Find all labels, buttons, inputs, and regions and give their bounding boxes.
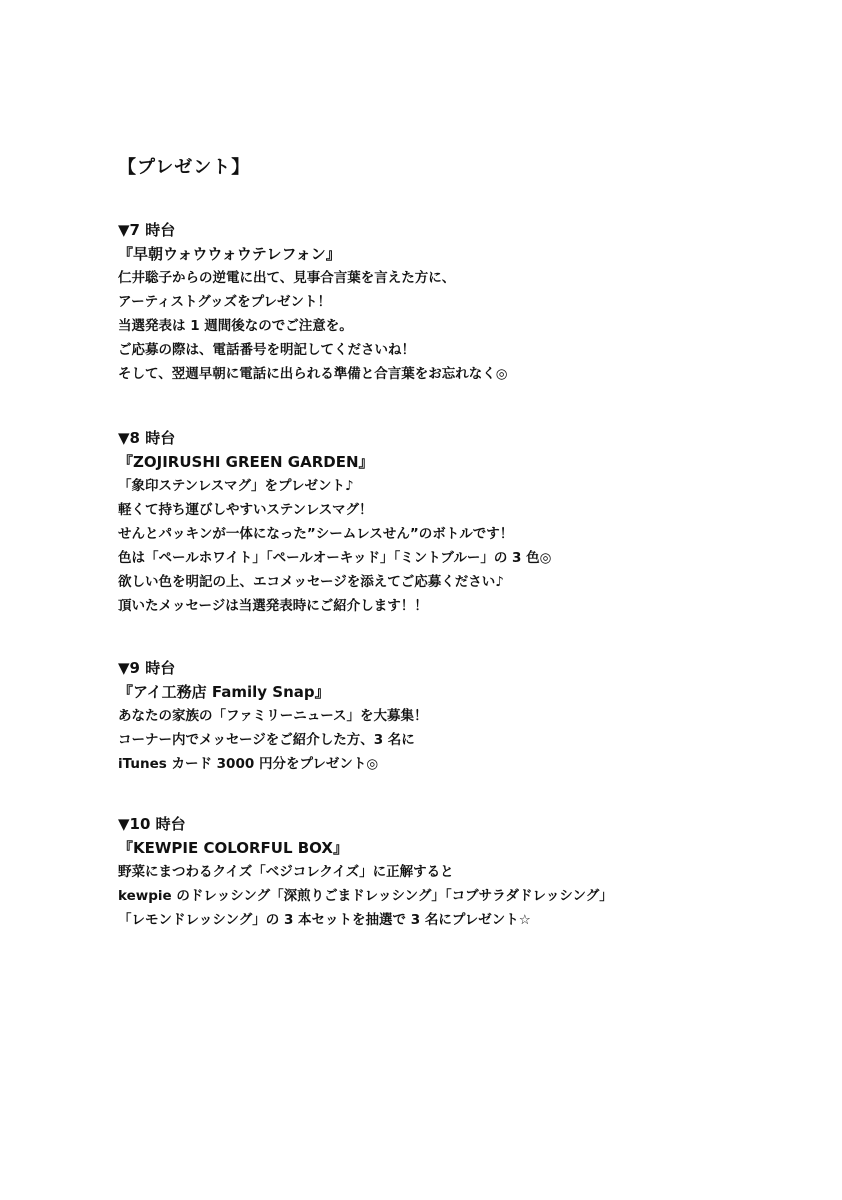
section-body-line: ご応募の際は、電話番号を明記してくださいね！ — [118, 342, 415, 358]
section-body-line: 仁井聡子からの逆電に出て、見事合言葉を言えた方に、 — [118, 270, 456, 286]
section-time-heading: ▼7 時台 — [118, 221, 176, 239]
section-10-oclock — [118, 812, 798, 932]
section-body-line: アーティストグッズをプレゼント！ — [118, 294, 332, 310]
section-body-line: 野菜にまつわるクイズ「ベジコレクイズ」に正解すると — [118, 864, 454, 880]
section-time-heading: ▼9 時台 — [118, 659, 176, 677]
section-body-line: kewpie のドレッシング「深煎りごまドレッシング」「コブサラダドレッシング」 — [118, 888, 613, 904]
section-body-line: 軽くて持ち運びしやすいステンレスマグ！ — [118, 502, 373, 518]
section-body-line: 色は「ペールホワイト」「ペールオーキッド」「ミントブルー」の 3 色◎ — [118, 550, 552, 566]
section-body-line: コーナー内でメッセージをご紹介した方、3 名に — [118, 732, 415, 748]
section-body-line: そして、翌週早朝に電話に出られる準備と合言葉をお忘れなく◎ — [118, 366, 508, 382]
section-time-heading: ▼10 時台 — [118, 815, 186, 833]
section-body-line: iTunes カード 3000 円分をプレゼント◎ — [118, 756, 379, 772]
section-body-line: 頂いたメッセージは当選発表時にご紹介します！！ — [118, 598, 428, 614]
section-corner-title: 『KEWPIE COLORFUL BOX』 — [118, 839, 348, 857]
section-corner-title: 『アイ工務店 Family Snap』 — [118, 683, 330, 701]
section-8-oclock — [118, 426, 798, 618]
section-body-line: 欲しい色を明記の上、エコメッセージを添えてご応募ください♪ — [118, 574, 504, 590]
section-corner-title: 『ZOJIRUSHI GREEN GARDEN』 — [118, 453, 374, 471]
section-7-oclock — [118, 218, 798, 386]
section-time-heading: ▼8 時台 — [118, 429, 176, 447]
section-body-line: 「レモンドレッシング」の 3 本セットを抽選で 3 名にプレゼント☆ — [118, 912, 531, 928]
section-corner-title: 『早朝ウォウウォウテレフォン』 — [118, 245, 341, 263]
section-9-oclock — [118, 656, 798, 776]
section-body-line: あなたの家族の「ファミリーニュース」を大募集！ — [118, 708, 428, 724]
section-body-line: 当選発表は 1 週間後なのでご注意を。 — [118, 318, 353, 334]
document-title: 【プレゼント】 — [118, 157, 251, 178]
section-body-line: 「象印ステンレスマグ」をプレゼント♪ — [118, 478, 354, 494]
section-body-line: せんとパッキンが一体になった”シームレスせん”のボトルです！ — [118, 526, 514, 542]
